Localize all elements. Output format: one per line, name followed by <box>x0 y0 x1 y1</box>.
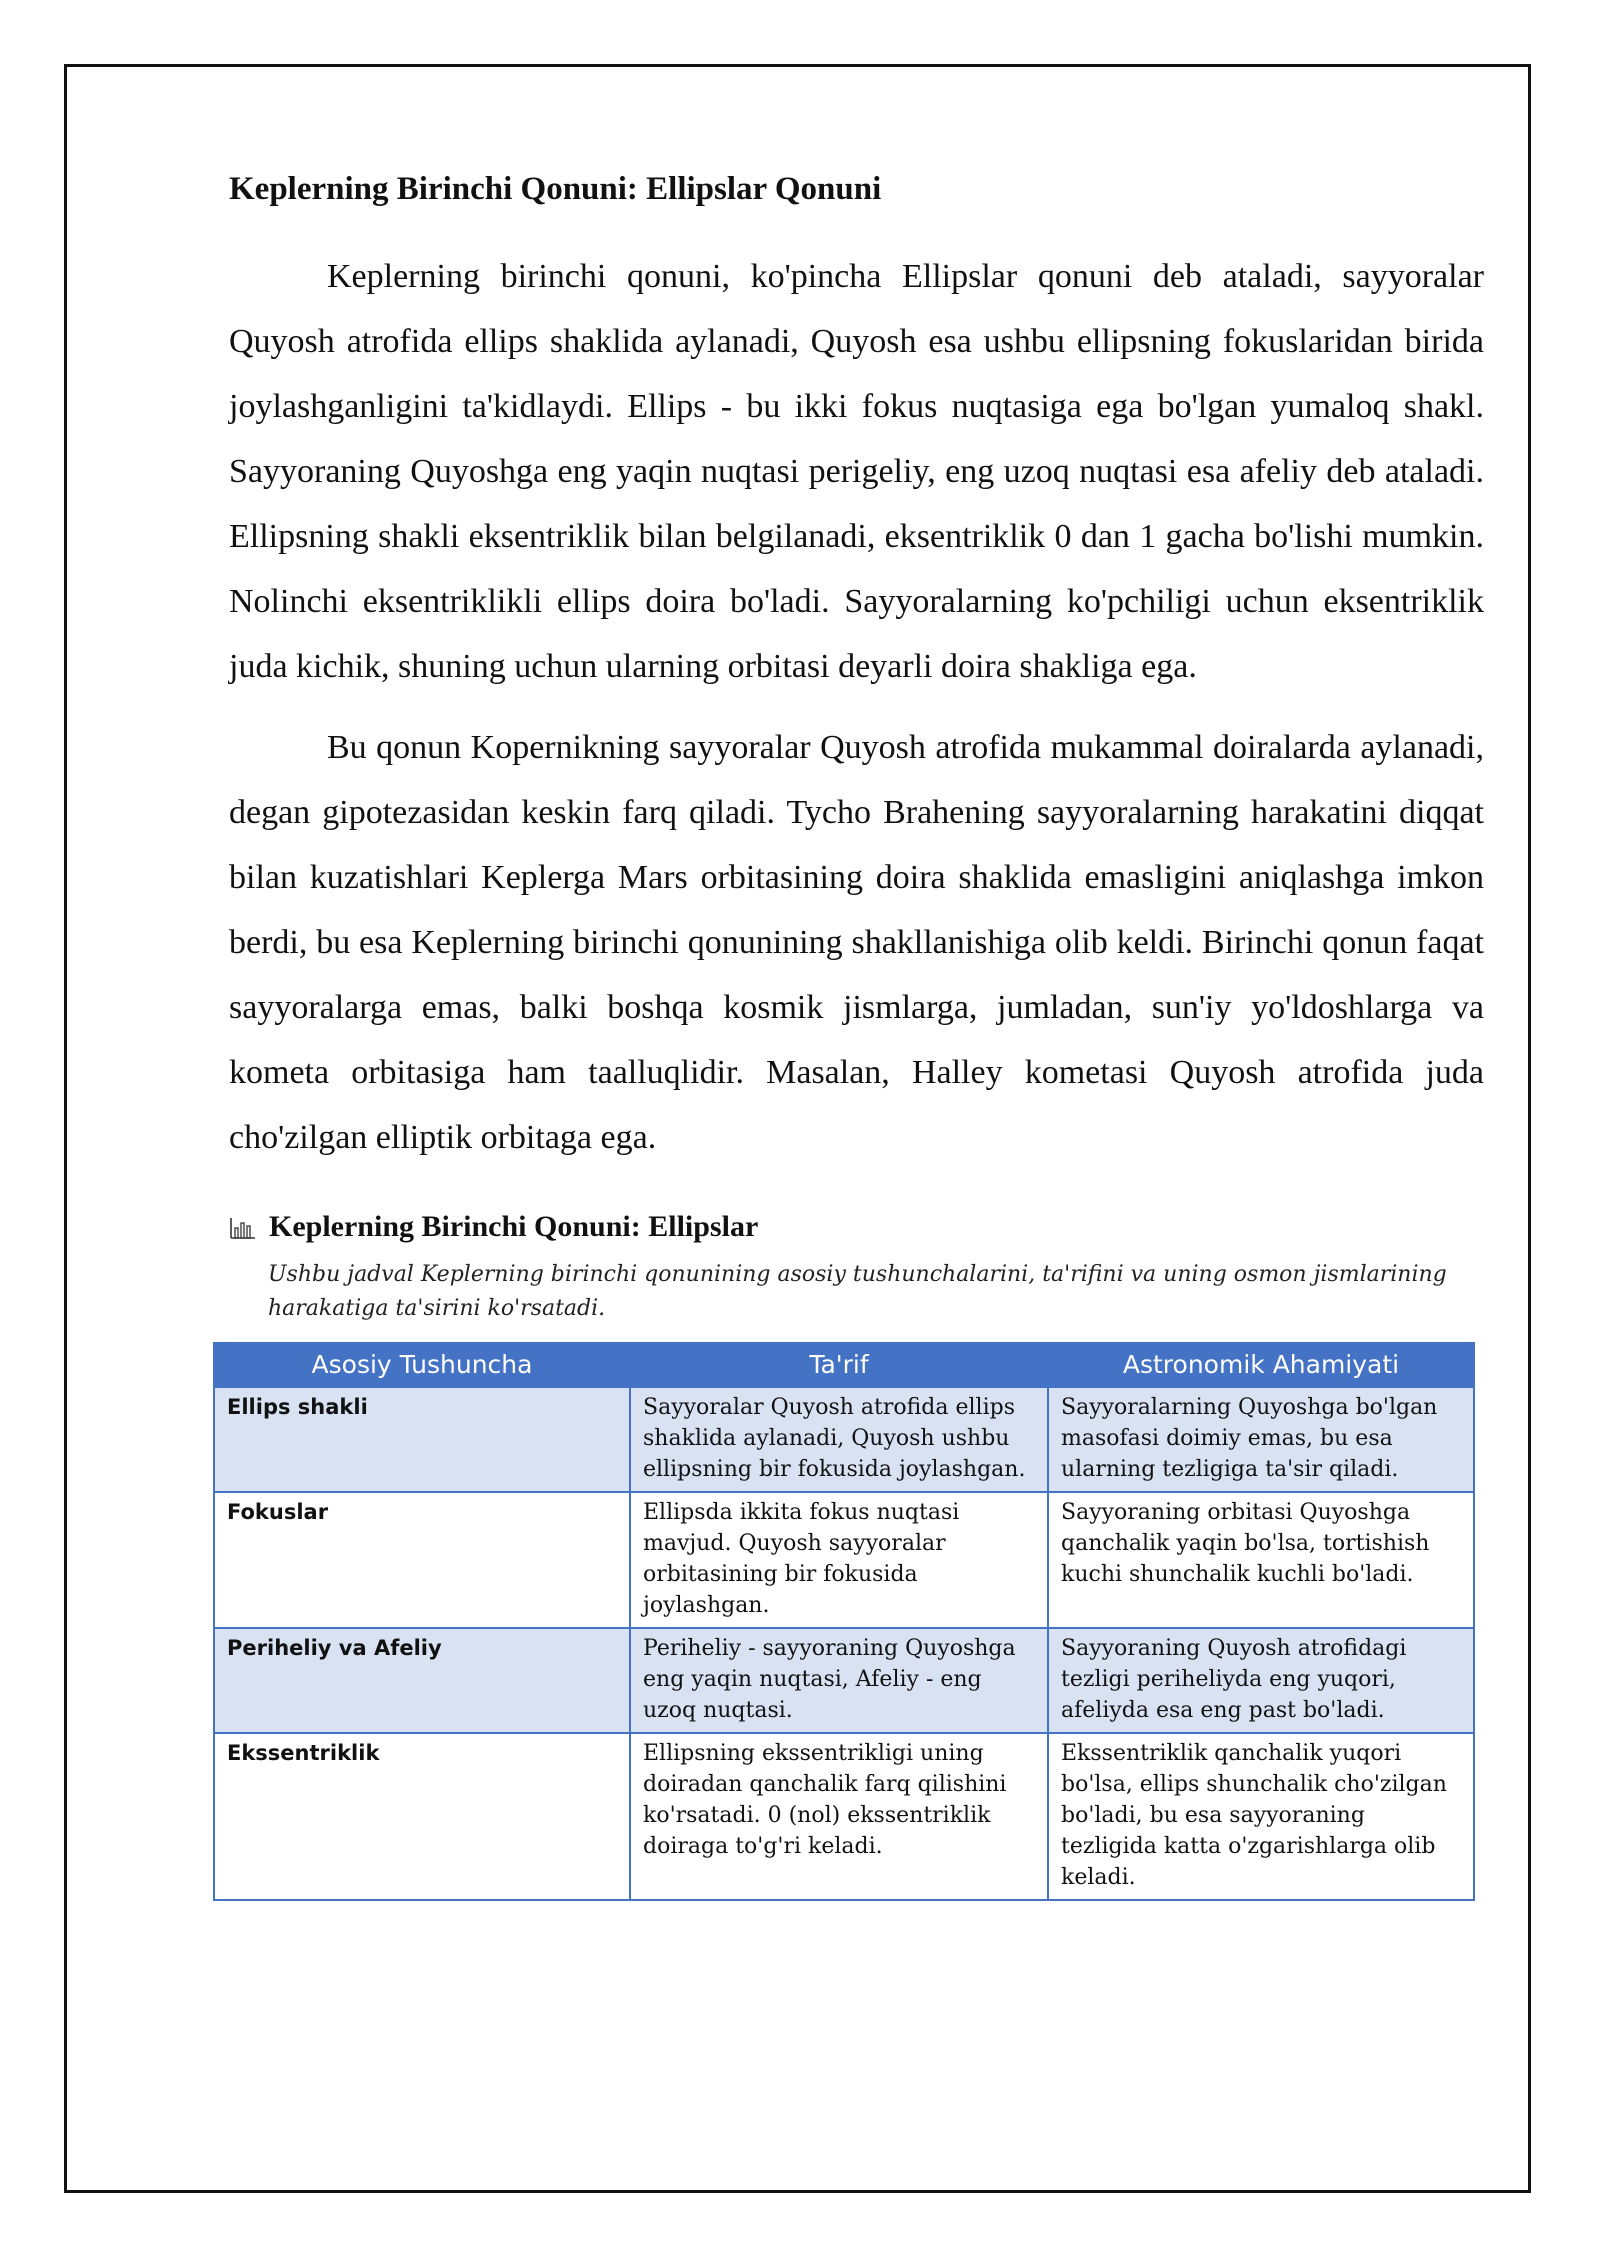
section-heading: Keplerning Birinchi Qonuni: Ellipslar Qonuni <box>229 171 882 207</box>
table-caption: Ushbu jadval Keplerning birinchi qonunining asosiy tushunchalarini, ta'rifini va uning osmon jismlarining harakatiga ta'sirini ko'rsatadi. <box>268 1261 1447 1321</box>
column-header-concept: Asosiy Tushuncha <box>214 1343 630 1387</box>
bar-chart-icon <box>229 1214 259 1240</box>
concepts-table <box>213 1342 1475 1901</box>
bar-chart-icon-graphic <box>229 1216 257 1240</box>
body-paragraph-1: Keplerning birinchi qonuni, ko'pincha Ellipslar qonuni deb ataladi, sayyoralar Quyosh atrofida ellips shaklida aylanadi, Quyosh esa ushbu ellipsning fokuslaridan birida joylashganligini ta'kidlaydi. Ellips - bu ikki fokus nuqtasiga ega bo'lgan yumaloq shakl. Sayyoraning Quyoshga eng yaqin nuqtasi perigeliy, eng uzoq nuqtasi esa afeliy deb ataladi. Ellipsning shakli eksentriklik bilan belgilanadi, eksentriklik 0 dan 1 gacha bo'lishi mumkin. Nolinchi eksentriklikli ellips doira bo'ladi. Sayyoralarning ko'pchiligi uchun eksentriklik juda kichik, shuning uchun ularning orbitasi deyarli doira shakliga ega. <box>229 257 1484 685</box>
column-header-significance: Astronomik Ahamiyati <box>1048 1343 1474 1387</box>
definition-cell: Ellipsning ekssentrikligi uning doiradan qanchalik farq qilishini ko'rsatadi. 0 (nol) ekssentriklik doiraga to'g'ri keladi. <box>630 1733 1048 1900</box>
column-header-definition: Ta'rif <box>630 1343 1048 1387</box>
definition-cell: Ellipsda ikkita fokus nuqtasi mavjud. Quyosh sayyoralar orbitasining bir fokusida joylashgan. <box>630 1492 1048 1628</box>
table-row <box>214 1733 1474 1900</box>
significance-cell: Sayyoralarning Quyoshga bo'lgan masofasi doimiy emas, bu esa ularning tezligiga ta'sir qiladi. <box>1048 1387 1474 1492</box>
table-title: Keplerning Birinchi Qonuni: Ellipslar <box>269 1209 759 1243</box>
concept-cell: Ellips shakli <box>214 1387 630 1492</box>
definition-cell: Sayyoralar Quyosh atrofida ellips shaklida aylanadi, Quyosh ushbu ellipsning bir fokusida joylashgan. <box>630 1387 1048 1492</box>
concept-cell: Periheliy va Afeliy <box>214 1628 630 1733</box>
table-row <box>214 1492 1474 1628</box>
table-row <box>214 1387 1474 1492</box>
concept-cell: Ekssentriklik <box>214 1733 630 1900</box>
concept-cell: Fokuslar <box>214 1492 630 1628</box>
significance-cell: Sayyoraning Quyosh atrofidagi tezligi periheliyda eng yuqori, afeliyda esa eng past bo'ladi. <box>1048 1628 1474 1733</box>
significance-cell: Ekssentriklik qanchalik yuqori bo'lsa, ellips shunchalik cho'zilgan bo'ladi, bu esa sayyoraning tezligida katta o'zgarishlarga olib keladi. <box>1048 1733 1474 1900</box>
body-paragraph-2: Bu qonun Kopernikning sayyoralar Quyosh atrofida mukammal doiralarda aylanadi, degan gipotezasidan keskin farq qiladi. Tycho Brahening sayyoralarning harakatini diqqat bilan kuzatishlari Keplerga Mars orbitasining doira shaklida emasligini aniqlashga imkon berdi, bu esa Keplerning birinchi qonunining shakllanishiga olib keldi. Birinchi qonun faqat sayyoralarga emas, balki boshqa kosmik jismlarga, jumladan, sun'iy yo'ldoshlarga va kometa orbitasiga ham taalluqlidir. Masalan, Halley kometasi Quyosh atrofida juda cho'zilgan elliptik orbitaga ega. <box>229 728 1484 1156</box>
definition-cell: Periheliy - sayyoraning Quyoshga eng yaqin nuqtasi, Afeliy - eng uzoq nuqtasi. <box>630 1628 1048 1733</box>
table-title-row <box>229 1210 1484 1244</box>
table-section <box>229 1210 1484 1901</box>
document-body <box>229 170 1484 1901</box>
table-row <box>214 1628 1474 1733</box>
table-header-row <box>214 1343 1474 1387</box>
significance-cell: Sayyoraning orbitasi Quyoshga qanchalik yaqin bo'lsa, tortishish kuchi shunchalik kuchli bo'ladi. <box>1048 1492 1474 1628</box>
